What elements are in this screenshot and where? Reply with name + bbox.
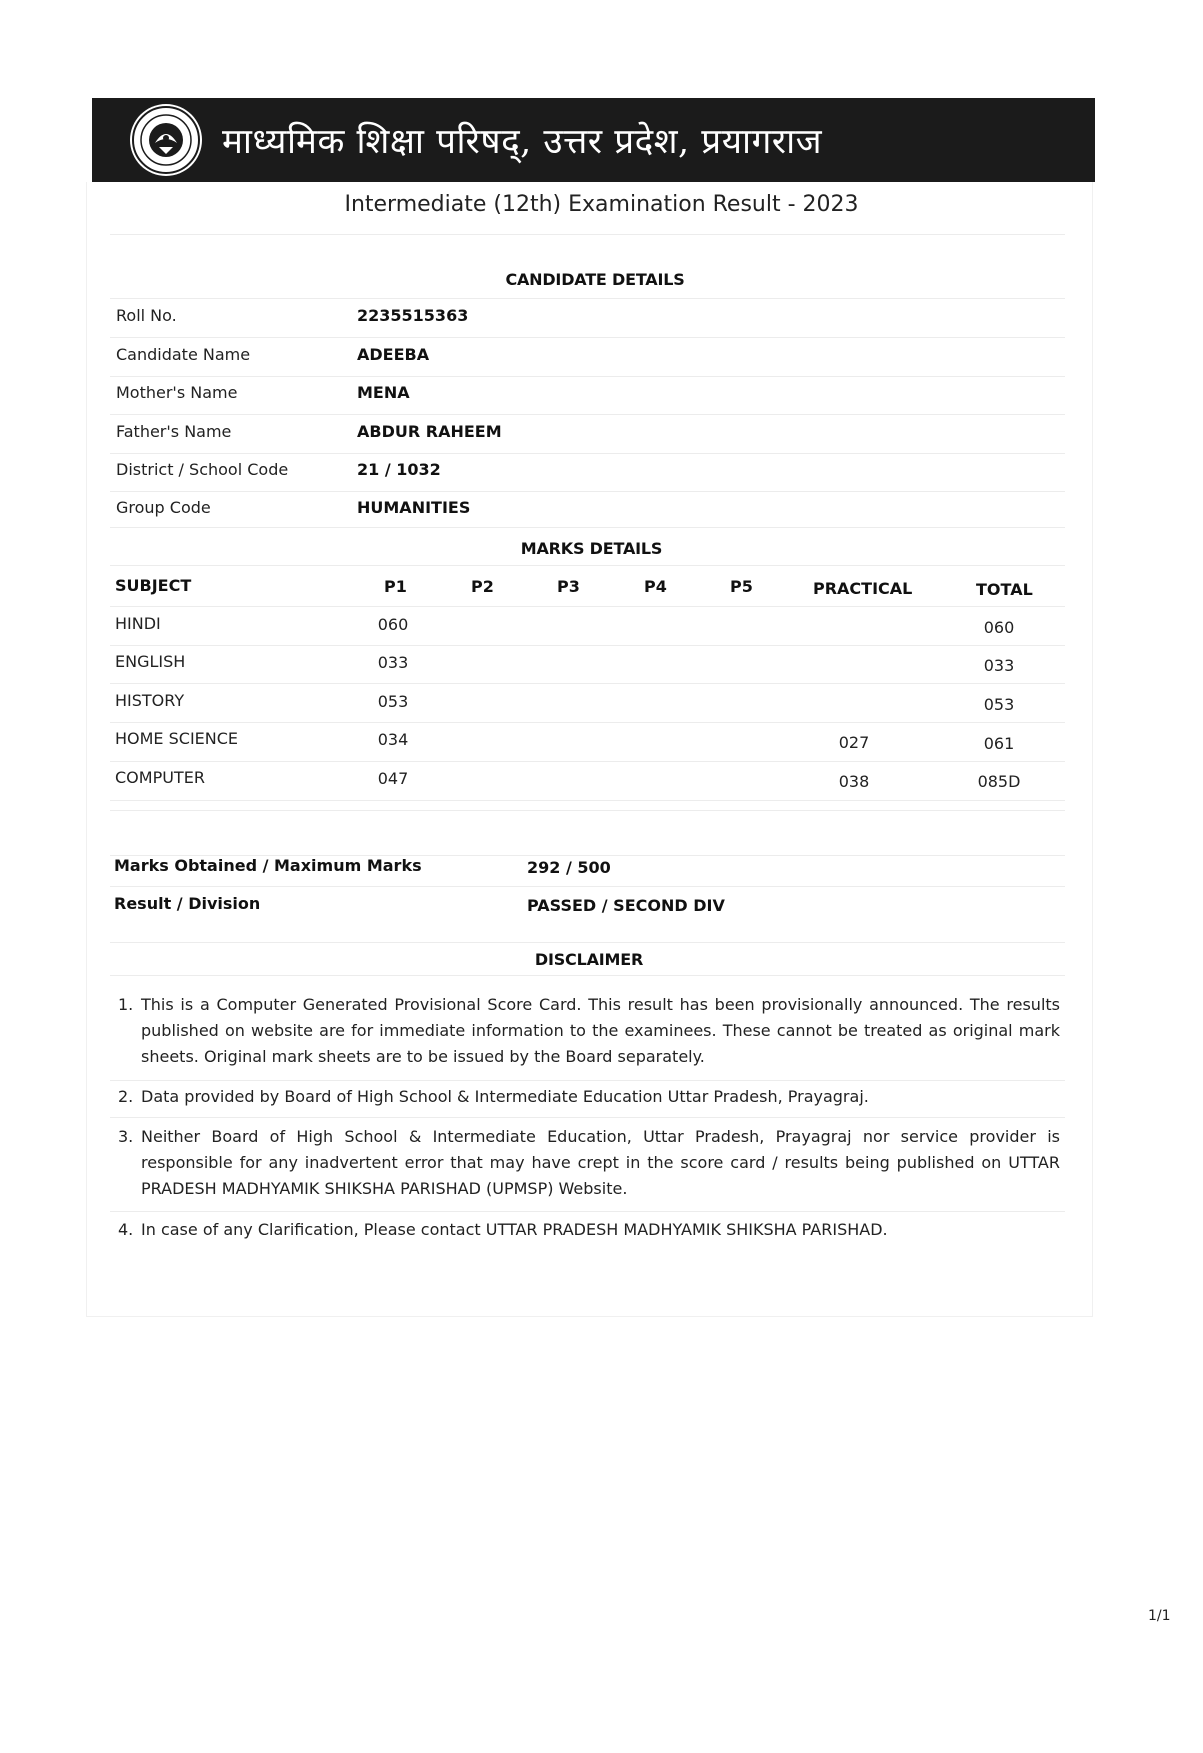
scan-edge <box>86 1316 1093 1317</box>
header-bar <box>92 98 1095 182</box>
total-mark: 061 <box>983 734 1015 753</box>
disclaimer-text: This is a Computer Generated Provisional Score Card. This result has been provisionally announced. The results published on website are for immediate information to the examinees. These cannot be treated as original mark sheets. Original mark sheets are to be issued by the Board separately. <box>141 995 1060 1066</box>
roll-no-label: Roll No. <box>116 306 177 325</box>
divider <box>110 942 1065 943</box>
upmsp-emblem-icon <box>130 104 202 176</box>
mother-name-value: MENA <box>357 383 410 402</box>
col-total: TOTAL <box>976 580 1033 599</box>
subject-name: HINDI <box>115 614 161 633</box>
disclaimer-number: 3. <box>118 1127 134 1146</box>
subject-name: ENGLISH <box>115 652 186 671</box>
divider <box>110 234 1065 235</box>
scan-edge <box>1092 182 1093 1317</box>
divider <box>110 886 1065 887</box>
col-subject: SUBJECT <box>115 576 192 595</box>
col-p5: P5 <box>730 577 753 596</box>
exam-title: Intermediate (12th) Examination Result - 2023 <box>344 192 859 217</box>
subject-name: HISTORY <box>115 691 185 710</box>
p1-mark: 047 <box>377 769 409 788</box>
marks-details-heading: MARKS DETAILS <box>520 539 663 558</box>
total-mark: 053 <box>983 695 1015 714</box>
subject-name: HOME SCIENCE <box>115 729 239 748</box>
divider <box>110 800 1065 801</box>
divider <box>110 645 1065 646</box>
total-mark: 060 <box>983 618 1015 637</box>
result-division-value: PASSED / SECOND DIV <box>527 896 725 915</box>
group-code-value: HUMANITIES <box>357 498 471 517</box>
divider <box>110 491 1065 492</box>
disclaimer-item <box>118 992 1060 1070</box>
divider <box>110 1080 1065 1081</box>
col-practical: PRACTICAL <box>813 579 913 598</box>
disclaimer-number: 2. <box>118 1087 134 1106</box>
divider <box>110 298 1065 299</box>
marks-obtained-value: 292 / 500 <box>527 858 611 877</box>
disclaimer-text: Neither Board of High School & Intermediate Education, Uttar Pradesh, Prayagraj nor service provider is responsible for any inadvertent error that may have crept in the score card / results being published on UTTAR PRADESH MADHYAMIK SHIKSHA PARISHAD (UPMSP) Website. <box>141 1127 1060 1198</box>
district-school-code-value: 21 / 1032 <box>357 460 441 479</box>
board-name-hindi: माध्यमिक शिक्षा परिषद्, उत्तर प्रदेश, प्रयागराज <box>222 121 823 162</box>
disclaimer-heading: DISCLAIMER <box>534 950 644 969</box>
candidate-name-label: Candidate Name <box>116 345 251 364</box>
divider <box>110 975 1065 976</box>
divider <box>110 761 1065 762</box>
divider <box>110 527 1065 528</box>
disclaimer-item <box>118 1217 1060 1243</box>
practical-mark: 038 <box>838 772 870 791</box>
divider <box>110 453 1065 454</box>
p1-mark: 034 <box>377 730 409 749</box>
col-p3: P3 <box>557 577 580 596</box>
subject-name: COMPUTER <box>115 768 205 787</box>
roll-no-value: 2235515363 <box>357 306 469 325</box>
p1-mark: 053 <box>377 692 409 711</box>
disclaimer-item <box>118 1084 1060 1110</box>
p1-mark: 060 <box>377 615 409 634</box>
col-p4: P4 <box>644 577 667 596</box>
mother-name-label: Mother's Name <box>116 383 238 402</box>
total-mark: 085D <box>977 772 1021 791</box>
divider <box>110 683 1065 684</box>
disclaimer-text: Data provided by Board of High School & Intermediate Education Uttar Pradesh, Prayagraj. <box>141 1087 869 1106</box>
group-code-label: Group Code <box>116 498 211 517</box>
scan-edge <box>86 182 87 1317</box>
col-p1: P1 <box>384 577 407 596</box>
page-indicator: 1/1 <box>1148 1608 1171 1624</box>
marks-obtained-label: Marks Obtained / Maximum Marks <box>114 856 422 875</box>
district-school-code-label: District / School Code <box>116 460 289 479</box>
result-division-label: Result / Division <box>114 894 261 913</box>
divider <box>110 337 1065 338</box>
father-name-label: Father's Name <box>116 422 232 441</box>
divider <box>110 606 1065 607</box>
divider <box>110 722 1065 723</box>
disclaimer-number: 4. <box>118 1220 134 1239</box>
divider <box>110 1211 1065 1212</box>
divider <box>110 1117 1065 1118</box>
divider <box>110 810 1065 811</box>
divider <box>110 565 1065 566</box>
candidate-details-heading: CANDIDATE DETAILS <box>505 270 685 289</box>
disclaimer-number: 1. <box>118 995 134 1014</box>
practical-mark: 027 <box>838 733 870 752</box>
p1-mark: 033 <box>377 653 409 672</box>
father-name-value: ABDUR RAHEEM <box>357 422 502 441</box>
divider <box>110 376 1065 377</box>
disclaimer-text: In case of any Clarification, Please contact UTTAR PRADESH MADHYAMIK SHIKSHA PARISHAD. <box>141 1220 888 1239</box>
candidate-name-value: ADEEBA <box>357 345 430 364</box>
total-mark: 033 <box>983 656 1015 675</box>
divider <box>110 414 1065 415</box>
disclaimer-item <box>118 1124 1060 1202</box>
col-p2: P2 <box>471 577 494 596</box>
